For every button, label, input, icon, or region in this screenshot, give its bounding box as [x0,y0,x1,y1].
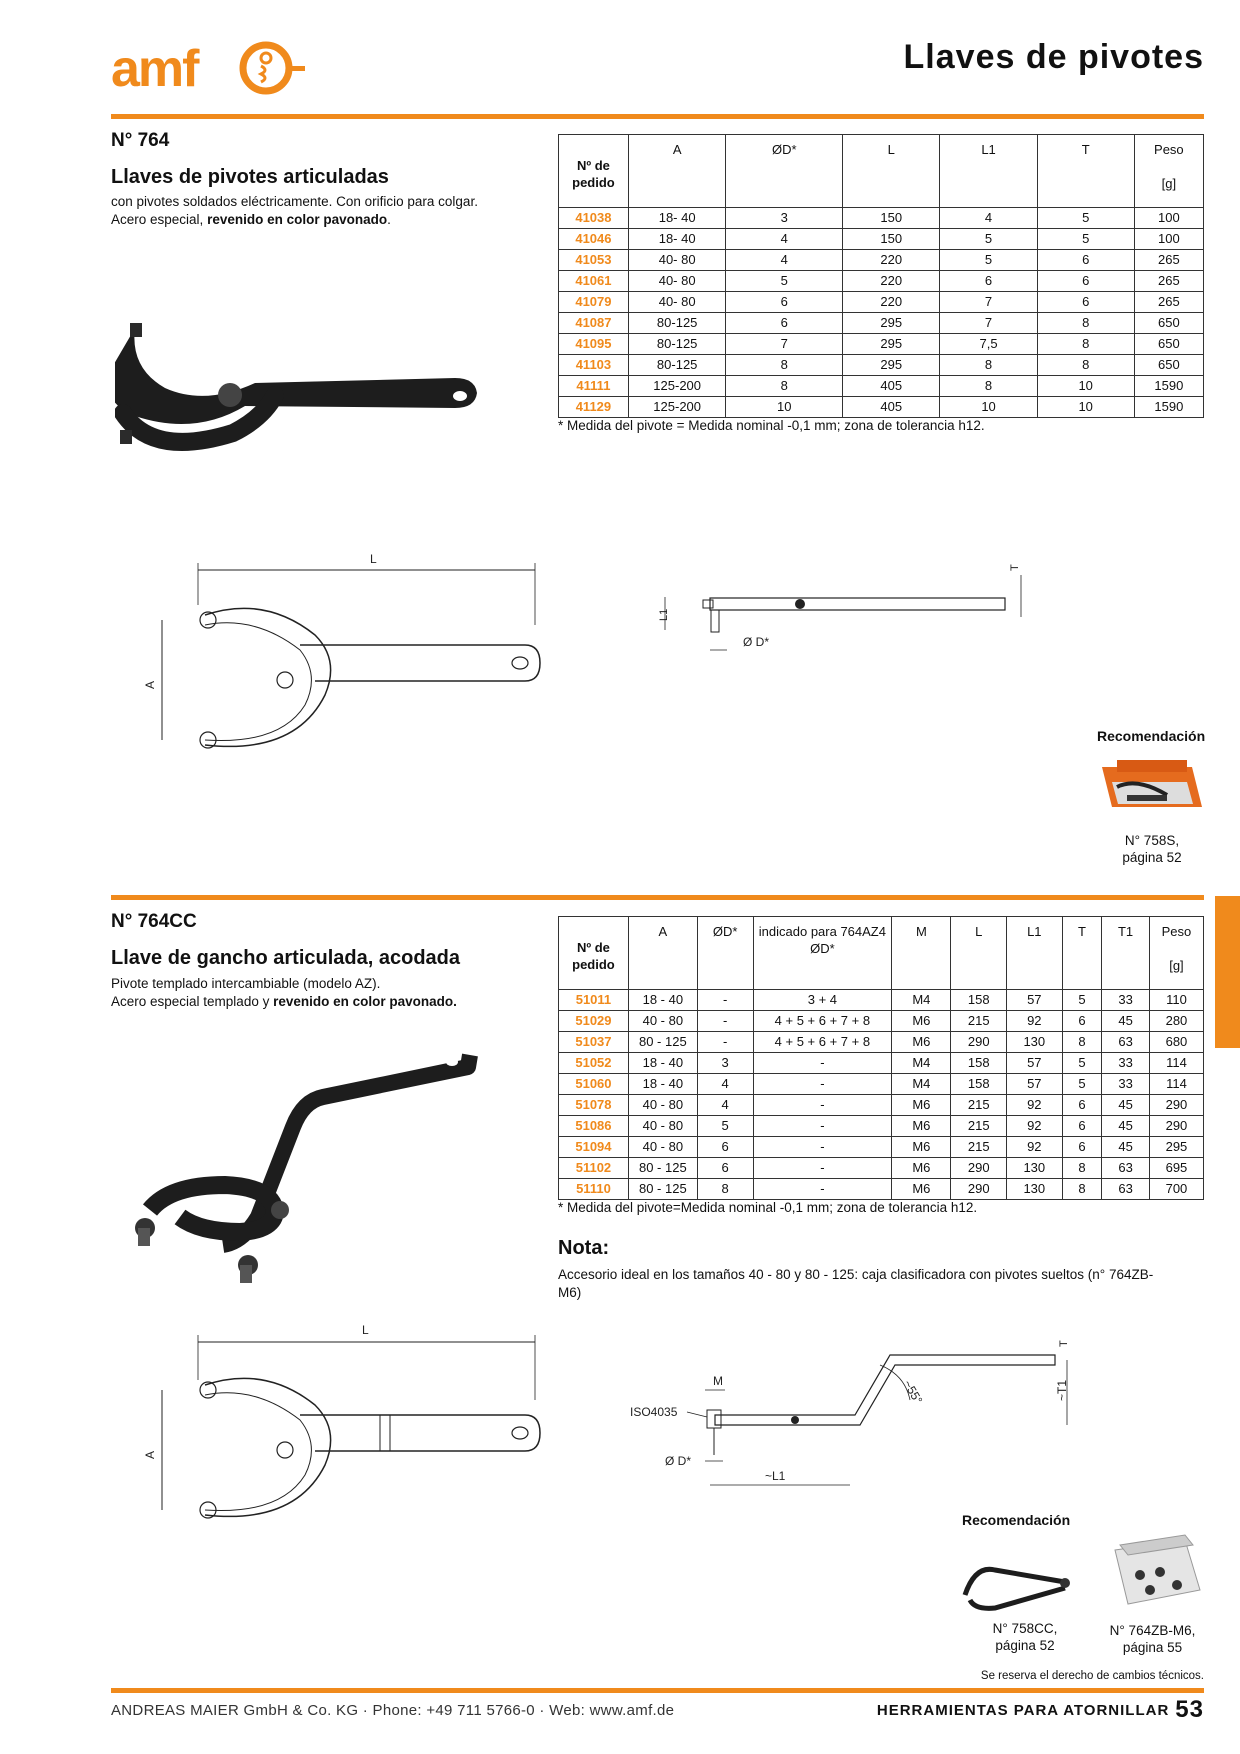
table-cell: 265 [1134,292,1203,313]
table-cell: 5 [1062,1053,1102,1074]
table-cell: 220 [843,271,940,292]
section2-reco-caption-1: N° 758CC, página 52 [992,1621,1058,1653]
table-cell: 5 [940,250,1037,271]
table-cell: 63 [1102,1032,1150,1053]
dim-L-label-2: L [362,1323,369,1337]
table-cell: 114 [1149,1074,1203,1095]
table-row [559,208,1204,229]
order-number-cell[interactable]: 41111 [559,376,629,397]
table-cell: 40 - 80 [628,1137,697,1158]
table-cell: 114 [1149,1053,1203,1074]
column-header: L1 [1007,917,1063,990]
column-header: A [628,135,726,208]
table-cell: 125-200 [628,376,726,397]
dim-D-label: Ø D* [743,635,770,649]
table-cell: 40 - 80 [628,1095,697,1116]
dim-L-label: L [370,552,377,566]
table-cell: 265 [1134,271,1203,292]
table-cell: 45 [1102,1095,1150,1116]
table-cell: 6 [1062,1095,1102,1116]
section2-spec-table [558,916,1204,1200]
table-cell: 8 [1062,1179,1102,1200]
wrench-764-drawing-front [140,545,550,765]
dim-A-label: A [143,680,157,689]
table-cell: 18- 40 [628,208,726,229]
footer-company: ANDREAS MAIER GmbH & Co. KG · Phone: +49 711 5766-0 · Web: www.amf.de [111,1702,675,1719]
table-cell: 45 [1102,1011,1150,1032]
table-cell: M6 [892,1116,951,1137]
dim-A-label-2: A [143,1450,157,1459]
box-764zb-m6-photo [1105,1530,1205,1615]
table-cell: 215 [951,1116,1007,1137]
table-cell: 6 [697,1137,753,1158]
table-cell: 6 [726,313,843,334]
table-row [559,229,1204,250]
table-cell: 680 [1149,1032,1203,1053]
table-cell: 130 [1007,1032,1063,1053]
table-cell: 650 [1134,334,1203,355]
amf-logo [111,38,306,98]
table-cell: 8 [697,1179,753,1200]
table-cell: 100 [1134,229,1203,250]
table-cell: 295 [843,334,940,355]
column-header: Peso [g] [1134,135,1203,208]
table-cell: 18- 40 [628,229,726,250]
table-cell: 33 [1102,1074,1150,1095]
set-758s-photo [1097,752,1207,820]
table-cell: 40- 80 [628,271,726,292]
table-cell: 158 [951,1074,1007,1095]
table-cell: 220 [843,292,940,313]
wrench-764cc-drawing-front [140,1320,550,1530]
order-number-cell[interactable]: 41061 [559,271,629,292]
table-row [559,1074,1204,1095]
table-row [559,334,1204,355]
table-cell: 4 [697,1095,753,1116]
table-cell: 63 [1102,1179,1150,1200]
table-cell: 158 [951,1053,1007,1074]
table-cell: 3 [697,1053,753,1074]
table-cell: 6 [1037,271,1134,292]
column-header: A [628,917,697,990]
section1-recommendation-caption: N° 758S, página 52 [1122,833,1182,865]
section1-desc-line2: Acero especial, revenido en color pavonado. [111,212,391,227]
iso-label: ISO4035 [630,1405,678,1419]
table-cell: 130 [1007,1158,1063,1179]
table-cell: - [697,1011,753,1032]
table-row [559,1137,1204,1158]
table-cell: M4 [892,1053,951,1074]
table-cell: 80-125 [628,334,726,355]
table-cell: 4 + 5 + 6 + 7 + 8 [753,1011,892,1032]
table-cell: 290 [951,1032,1007,1053]
table-cell: 5 [1062,990,1102,1011]
section1-number: N° 764 [111,130,170,151]
side-category-tab [1215,896,1240,1048]
table-cell: 18 - 40 [628,990,697,1011]
table-cell: 150 [843,229,940,250]
table-cell: - [753,1137,892,1158]
column-header: L [951,917,1007,990]
table-cell: 650 [1134,313,1203,334]
dim-M-label: M [713,1374,723,1388]
table-cell: 18 - 40 [628,1074,697,1095]
table-cell: 57 [1007,1053,1063,1074]
dim-L1-label-2: ~L1 [765,1469,786,1483]
table-cell: 280 [1149,1011,1203,1032]
section1-description [111,193,551,229]
table-cell: 150 [843,208,940,229]
table-cell: M4 [892,990,951,1011]
section2-footnote: * Medida del pivote=Medida nominal -0,1 mm; zona de tolerancia h12. [558,1200,978,1215]
table-cell: 57 [1007,990,1063,1011]
section1-spec-table [558,134,1204,418]
section1-desc-line1: con pivotes soldados eléctricamente. Con orificio para colgar. [111,194,478,209]
wrench-764-drawing-side [655,555,1055,665]
table-cell: M6 [892,1032,951,1053]
table-cell: 10 [1037,376,1134,397]
table-row [559,1011,1204,1032]
table-cell: 40 - 80 [628,1116,697,1137]
order-number-cell[interactable]: 41103 [559,355,629,376]
disclaimer: Se reserva el derecho de cambios técnicos. [980,1670,1204,1682]
column-header: M [892,917,951,990]
table-cell: 290 [1149,1095,1203,1116]
section1-footnote: * Medida del pivote = Medida nominal -0,1 mm; zona de tolerancia h12. [558,418,985,433]
table-cell: 405 [843,376,940,397]
table-cell: 215 [951,1137,1007,1158]
wrench-764cc-photo [130,1050,480,1290]
table-cell: 7,5 [940,334,1037,355]
table-cell: 1590 [1134,397,1203,418]
column-header: ØD* [726,135,843,208]
table-cell: 4 [697,1074,753,1095]
table-row [559,1053,1204,1074]
table-cell: 1590 [1134,376,1203,397]
table-row [559,376,1204,397]
column-header: L1 [940,135,1037,208]
table-cell: 10 [1037,397,1134,418]
order-number-cell[interactable]: 51029 [559,1011,629,1032]
table-cell: - [753,1158,892,1179]
table-cell: 295 [843,355,940,376]
dim-T-label-2: T [1058,1340,1070,1347]
table-cell: 215 [951,1011,1007,1032]
table-cell: 57 [1007,1074,1063,1095]
order-number-cell[interactable]: 51060 [559,1074,629,1095]
section2-number: N° 764CC [111,911,197,932]
table-cell: - [753,1053,892,1074]
table-cell: 6 [1037,250,1134,271]
table-cell: 8 [1037,334,1134,355]
table-row [559,250,1204,271]
table-row [559,990,1204,1011]
table-cell: 110 [1149,990,1203,1011]
table-cell: 3 [726,208,843,229]
table-cell: 3 + 4 [753,990,892,1011]
table-cell: 33 [1102,990,1150,1011]
order-number-cell[interactable]: 41053 [559,250,629,271]
wrench-758cc-photo [960,1555,1080,1615]
footer-rule [111,1688,1204,1693]
table-cell: 158 [951,990,1007,1011]
table-cell: 215 [951,1095,1007,1116]
dim-D-label-2: Ø D* [665,1454,692,1468]
column-header: T1 [1102,917,1150,990]
table-cell: 5 [1037,229,1134,250]
table-cell: - [697,990,753,1011]
table-cell: 265 [1134,250,1203,271]
column-header: T [1062,917,1102,990]
table-cell: 10 [940,397,1037,418]
table-cell: 5 [1062,1074,1102,1095]
dim-T1-label: ~T1 [1055,1379,1069,1401]
table-cell: 92 [1007,1116,1063,1137]
table-cell: 40- 80 [628,292,726,313]
order-number-cell[interactable]: 51011 [559,990,629,1011]
table-cell: 100 [1134,208,1203,229]
table-cell: 8 [1062,1032,1102,1053]
order-number-cell[interactable]: 51110 [559,1179,629,1200]
table-cell: 6 [940,271,1037,292]
order-number-cell[interactable]: 41087 [559,313,629,334]
nota-title: Nota: [558,1237,610,1259]
column-header: Nº de pedido [559,135,629,208]
table-cell: 8 [726,376,843,397]
column-header: Nº de pedido [559,917,629,990]
table-cell: - [753,1074,892,1095]
table-cell: 650 [1134,355,1203,376]
dim-T-label: T [1009,564,1021,571]
table-cell: 8 [940,355,1037,376]
table-cell: 700 [1149,1179,1203,1200]
table-cell: 6 [726,292,843,313]
table-cell: 7 [940,313,1037,334]
table-row [559,292,1204,313]
table-row [559,355,1204,376]
page-number: 53 [1175,1696,1204,1723]
table-cell: - [753,1116,892,1137]
table-cell: 18 - 40 [628,1053,697,1074]
table-row [559,1095,1204,1116]
table-cell: 6 [1037,292,1134,313]
table-cell: 80-125 [628,313,726,334]
section1-title: Llaves de pivotes articuladas [111,166,389,188]
order-number-cell[interactable]: 51102 [559,1158,629,1179]
order-number-cell[interactable]: 41038 [559,208,629,229]
table-cell: 8 [1037,355,1134,376]
table-cell: 92 [1007,1095,1063,1116]
section2-desc-line1: Pivote templado intercambiable (modelo AZ). [111,976,381,991]
section2-recommendation-title: Recomendación [962,1512,1071,1528]
table-cell: 290 [1149,1116,1203,1137]
table-cell: 8 [1062,1158,1102,1179]
table-cell: 80-125 [628,355,726,376]
table-cell: 10 [726,397,843,418]
table-cell: 4 + 5 + 6 + 7 + 8 [753,1032,892,1053]
section1-recommendation-title: Recomendación [1097,728,1206,744]
angle-label: ~55° [900,1377,926,1407]
table-cell: 6 [697,1158,753,1179]
column-header: L [843,135,940,208]
table-cell: 80 - 125 [628,1158,697,1179]
column-header: T [1037,135,1134,208]
wrench-764cc-drawing-side [625,1325,1085,1510]
table-cell: 6 [1062,1137,1102,1158]
table-cell: 4 [726,250,843,271]
header-rule [111,114,1204,119]
dim-L1-label: L1 [658,608,670,621]
table-cell: 4 [726,229,843,250]
column-header: indicado para 764AZ4 ØD* [753,917,892,990]
page-title: Llaves de pivotes [903,38,1204,76]
table-cell: M6 [892,1137,951,1158]
section2-reco-caption-2: N° 764ZB-M6, página 55 [1109,1623,1196,1655]
table-row [559,1116,1204,1137]
table-cell: 405 [843,397,940,418]
order-number-cell[interactable]: 41129 [559,397,629,418]
table-cell: 5 [1037,208,1134,229]
table-cell: 8 [726,355,843,376]
table-row [559,271,1204,292]
nota-text: Accesorio ideal en los tamaños 40 - 80 y 80 - 125: caja clasificadora con pivotes sueltos (n° 764ZB-M6) [558,1267,1154,1300]
table-cell: 8 [1037,313,1134,334]
table-cell: 295 [843,313,940,334]
order-number-cell[interactable]: 51094 [559,1137,629,1158]
wrench-764-photo [115,318,535,468]
table-row [559,1179,1204,1200]
section2-title: Llave de gancho articulada, acodada [111,947,461,969]
table-cell: M4 [892,1074,951,1095]
table-cell: 7 [940,292,1037,313]
table-cell: 290 [951,1158,1007,1179]
table-cell: M6 [892,1158,951,1179]
table-cell: 63 [1102,1158,1150,1179]
section2-desc-line2: Acero especial templado y revenido en color pavonado. [111,994,457,1009]
table-cell: 80 - 125 [628,1032,697,1053]
table-cell: 6 [1062,1011,1102,1032]
table-row [559,1032,1204,1053]
logo-text: amf [111,40,198,98]
table-cell: 290 [951,1179,1007,1200]
footer-category: HERRAMIENTAS PARA ATORNILLAR 53 [876,1696,1204,1723]
order-number-cell[interactable]: 41046 [559,229,629,250]
table-cell: M6 [892,1011,951,1032]
table-cell: 695 [1149,1158,1203,1179]
table-cell: 40 - 80 [628,1011,697,1032]
table-cell: 92 [1007,1011,1063,1032]
column-header: ØD* [697,917,753,990]
table-cell: 33 [1102,1053,1150,1074]
table-row [559,397,1204,418]
table-cell: - [753,1179,892,1200]
table-cell: 5 [726,271,843,292]
table-cell: 80 - 125 [628,1179,697,1200]
section2-description [111,975,551,1011]
table-cell: 295 [1149,1137,1203,1158]
table-cell: 125-200 [628,397,726,418]
table-cell: - [753,1095,892,1116]
table-cell: 8 [940,376,1037,397]
table-cell: 4 [940,208,1037,229]
table-cell: 40- 80 [628,250,726,271]
order-number-cell[interactable]: 41079 [559,292,629,313]
table-cell: 130 [1007,1179,1063,1200]
table-cell: 45 [1102,1137,1150,1158]
column-header: Peso [g] [1149,917,1203,990]
table-cell: 5 [697,1116,753,1137]
table-cell: 5 [940,229,1037,250]
order-number-cell[interactable]: 51086 [559,1116,629,1137]
table-row [559,1158,1204,1179]
table-row [559,313,1204,334]
table-cell: M6 [892,1095,951,1116]
order-number-cell[interactable]: 51037 [559,1032,629,1053]
order-number-cell[interactable]: 51052 [559,1053,629,1074]
table-cell: 6 [1062,1116,1102,1137]
order-number-cell[interactable]: 41095 [559,334,629,355]
table-cell: 92 [1007,1137,1063,1158]
table-cell: 45 [1102,1116,1150,1137]
table-cell: - [697,1032,753,1053]
section-divider [111,895,1204,900]
order-number-cell[interactable]: 51078 [559,1095,629,1116]
table-cell: 220 [843,250,940,271]
table-cell: M6 [892,1179,951,1200]
table-cell: 7 [726,334,843,355]
